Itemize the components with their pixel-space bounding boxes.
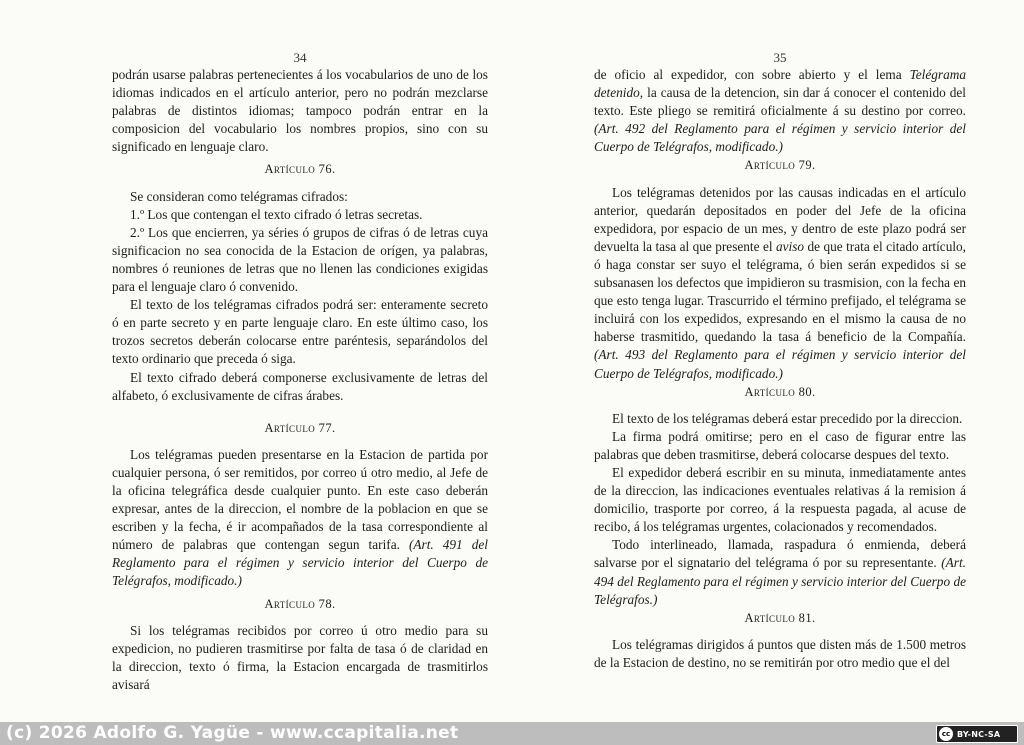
paragraph: Los telégramas dirigidos á puntos que disten más de 1.500 metros de la Estacion de destino, no se remitirán por otro medio que el del (594, 636, 966, 670)
paragraph: El texto de los telégramas deberá estar precedido por la direccion. (612, 410, 963, 426)
paragraph (112, 446, 488, 591)
paragraph-text: la causa de la detencion, sin dar á conocer el contenido del texto. Este pliego se remitirá oficialmente á su destino por correo. (594, 85, 966, 119)
paragraph (594, 536, 966, 608)
regulation-reference: (Art. 491 del Reglamento para el régimen y servicio interior del Cuerpo de Telégrafos, modificado.) (112, 537, 488, 589)
license-terms: BY-NC-SA (957, 729, 1001, 739)
article-heading: Artículo 78. (264, 596, 336, 611)
paragraph (594, 184, 966, 383)
credit-bar (0, 722, 1024, 745)
list-item: 2.º Los que encierren, ya séries ó grupos de cifras ó de letras cuya significacion no sea conocida de la Estacion de orígen, ya palabras, nombres ó reuniones de letras que no llenen las condiciones exigidas para el lenguaje claro ó convenido. (112, 224, 488, 295)
paragraph: El expedidor deberá escribir en su minuta, inmediatamente antes de la direccion, las indicaciones eventuales relativas á la remision á domicilio, trasporte por correo, á la respuesta pagada, al acuse de recibo, á los telégramas urgentes, colacionados y recomendados. (594, 464, 966, 535)
left-page (112, 0, 488, 722)
paragraph-text: de que trata el citado artículo, ó haga constar ser suyo el telégrama, ó bien serán expedidos si se subsanasen los defectos que impidieron su trasmision, con la fecha en que esto tenga lugar. Trascurrido el término prefijado, el telégrama se incluirá con los expedidos, expresando en el mismo la causa de no haberse trasmitido, quedando la tasa á beneficio de la Compañía. (594, 238, 966, 345)
license-badge[interactable] (936, 725, 1018, 743)
cc-icon: cc (939, 727, 953, 741)
page-body (112, 66, 488, 694)
paragraph (594, 66, 966, 156)
article-heading: Artículo 80. (744, 384, 816, 399)
paragraph-text: Los telégramas pueden presentarse en la Estacion de partida por cualquier persona, ó ser remitidos, por correo ú otro medio, al Jefe de la oficina telegráfica desde cualquier punto. En este caso deberán expresar, antes de la direccion, el nombre de la poblacion en que se escriben y la fecha, é ir acompañados de la tasa correspondiente al número de palabras que contengan segun tarifa. (112, 446, 488, 553)
aviso-text: aviso (775, 238, 805, 254)
page-body (594, 66, 966, 672)
paragraph: El texto cifrado deberá componerse exclusivamente de letras del alfabeto, ó exclusivamente de cifras árabes. (112, 369, 488, 403)
right-page (594, 0, 966, 722)
paragraph: La firma podrá omitirse; pero en el caso de figurar entre las palabras que deben trasmitirse, deberá colocarse despues del texto. (594, 428, 966, 462)
article-heading: Artículo 77. (264, 420, 336, 435)
paragraph: Se consideran como telégramas cifrados: (130, 188, 348, 204)
regulation-reference: (Art. 492 del Reglamento para el régimen y servicio interior del Cuerpo de Telégrafos, modificado.) (594, 121, 966, 155)
paragraph-text: de oficio al expedidor, con sobre abierto y el lema (594, 67, 902, 82)
article-heading: Artículo 76. (264, 162, 336, 177)
lema-text: Telégrama detenido, (594, 67, 966, 101)
paragraph: podrán usarse palabras pertenecientes á los vocabularios de uno de los idiomas indicados en el artículo anterior, pero no podrán mezclarse palabras de distintos idiomas; tampoco podrán entrar en la composicion del vocabulario los nombres propios, sino con su significado en lenguaje claro. (112, 67, 488, 155)
paragraph: El texto de los telégramas cifrados podrá ser: enteramente secreto ó en parte secreto y en parte lenguaje claro. En este último caso, los trozos secretos deberán colocarse entre paréntesis, separándolos del texto ordinario que preceda ó siga. (112, 297, 488, 367)
page-number: 34 (293, 50, 307, 65)
article-heading: Artículo 79. (744, 158, 816, 173)
paragraph: Si los telégramas recibidos por correo ú otro medio para su expedicion, no pudieren trasmitirse por falta de tasa ó de claridad en la direccion, texto ó firma, la Estacion encargada de trasmitirlos avisará (112, 622, 488, 692)
paragraph-text: Todo interlineado, llamada, raspadura ó enmienda, deberá salvarse por el signatario del telégrama ó por su representante. (594, 537, 966, 571)
regulation-reference: (Art. 493 del Reglamento para el régimen y servicio interior del Cuerpo de Telégrafos, modificado.) (594, 347, 966, 381)
page-number: 35 (773, 50, 787, 65)
list-item: 1.º Los que contengan el texto cifrado ó letras secretas. (130, 206, 423, 222)
article-heading: Artículo 81. (744, 610, 816, 625)
credit-text: (c) 2026 Adolfo G. Yagüe - www.ccapitalia.net (6, 723, 459, 743)
regulation-reference: (Art. 494 del Reglamento para el régimen y servicio interior del Cuerpo de Telégrafos.) (594, 555, 966, 607)
paragraph-text: Los telégramas detenidos por las causas indicadas en el artículo anterior, quedarán depositados en poder del Jefe de la oficina expedidora, por espacio de un mes, y dentro de este plazo podrá ser devuelta la tasa al que presente el (594, 184, 966, 254)
